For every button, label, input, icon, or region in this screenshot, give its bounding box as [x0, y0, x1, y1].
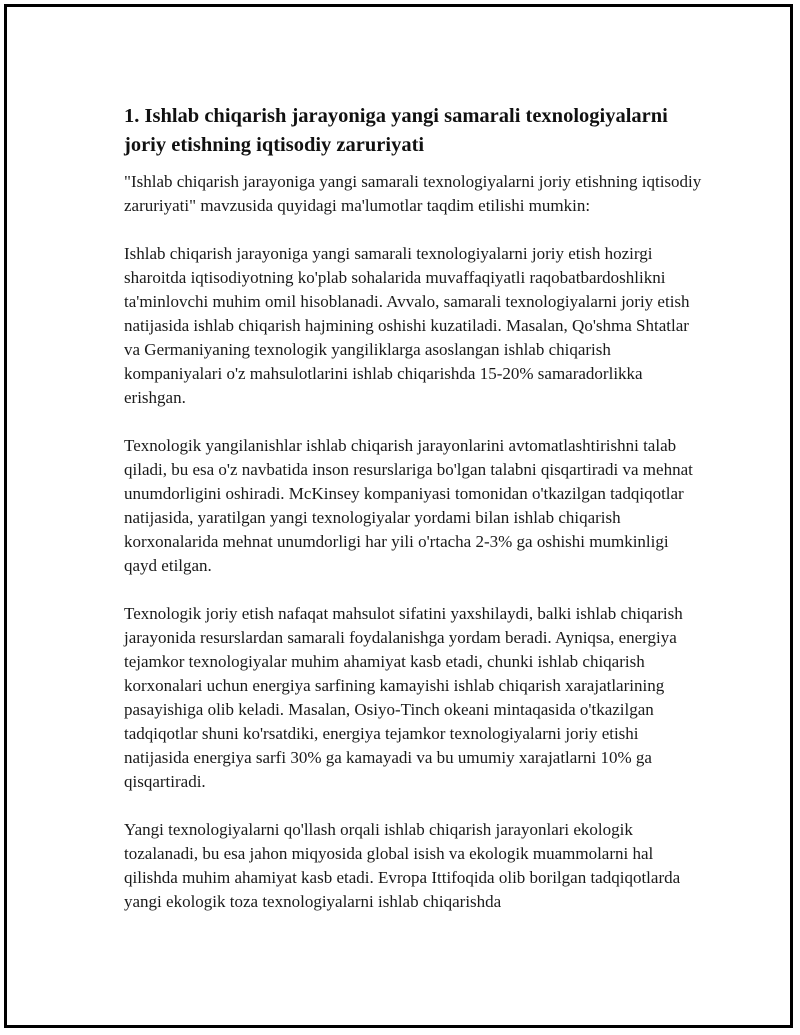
paragraph: Ishlab chiqarish jarayoniga yangi samarali texnologiyalarni joriy etish hozirgi sharoitda iqtisodiyotning ko'plab sohalarida muvaffaqiyatli raqobatbardoshlikni ta'minlovchi muhim omil hisoblanadi. Avvalo, samarali texnologiyalarni joriy etish natijasida ishlab chiqarish hajmining oshishi kuzatiladi. Masalan, Qo'shma Shtatlar va Germaniyaning texnologik yangiliklarga asoslangan ishlab chiqarish kompaniyalari o'z mahsulotlarini ishlab chiqarishda 15-20% samaradorlikka erishgan. — [124, 244, 690, 407]
document-content — [124, 102, 702, 938]
paragraph: Texnologik yangilanishlar ishlab chiqarish jarayonlarini avtomatlashtirishni talab qiladi, bu esa o'z navbatida inson resurslariga bo'lgan talabni qisqartiradi va mehnat unumdorligini oshiradi. McKinsey kompaniyasi tomonidan o'tkazilgan tadqiqotlar natijasida, yaratilgan yangi texnologiyalar yordami bilan ishlab chiqarish korxonalarida mehnat unumdorligi har yili o'rtacha 2-3% ga oshishi mumkinligi qayd etilgan. — [124, 436, 693, 575]
paragraph: Yangi texnologiyalarni qo'llash orqali ishlab chiqarish jarayonlari ekologik tozalanadi, bu esa jahon miqyosida global isish va ekologik muammolarni hal qilishda muhim ahamiyat kasb etadi. Evropa Ittifoqida olib borilgan tadqiqotlarda yangi ekologik toza texnologiyalarni ishlab chiqarishda — [124, 820, 681, 911]
paragraph: Texnologik joriy etish nafaqat mahsulot sifatini yaxshilaydi, balki ishlab chiqarish jarayonida resurslardan samarali foydalanishga yordam beradi. Ayniqsa, energiya tejamkor texnologiyalar muhim ahamiyat kasb etadi, chunki ishlab chiqarish korxonalari uchun energiya sarfining kamayishi ishlab chiqarish xarajatlarining pasayishiga olib keladi. Masalan, Osiyo-Tinch okeani mintaqasida o'tkazilgan tadqiqotlar shuni ko'rsatdiki, energiya tejamkor texnologiyalarni joriy etishi natijasida energiya sarfi 30% ga kamayadi va bu umumiy xarajatlarni 10% ga qisqartiradi. — [124, 604, 683, 791]
page-frame — [4, 4, 793, 1028]
section-heading: 1. Ishlab chiqarish jarayoniga yangi samarali texnologiyalarni joriy etishning iqtisodiy zaruriyati — [124, 105, 668, 156]
intro-paragraph: "Ishlab chiqarish jarayoniga yangi samarali texnologiyalarni joriy etishning iqtisodiy zaruriyati" mavzusida quyidagi ma'lumotlar taqdim etilishi mumkin: — [124, 172, 702, 215]
